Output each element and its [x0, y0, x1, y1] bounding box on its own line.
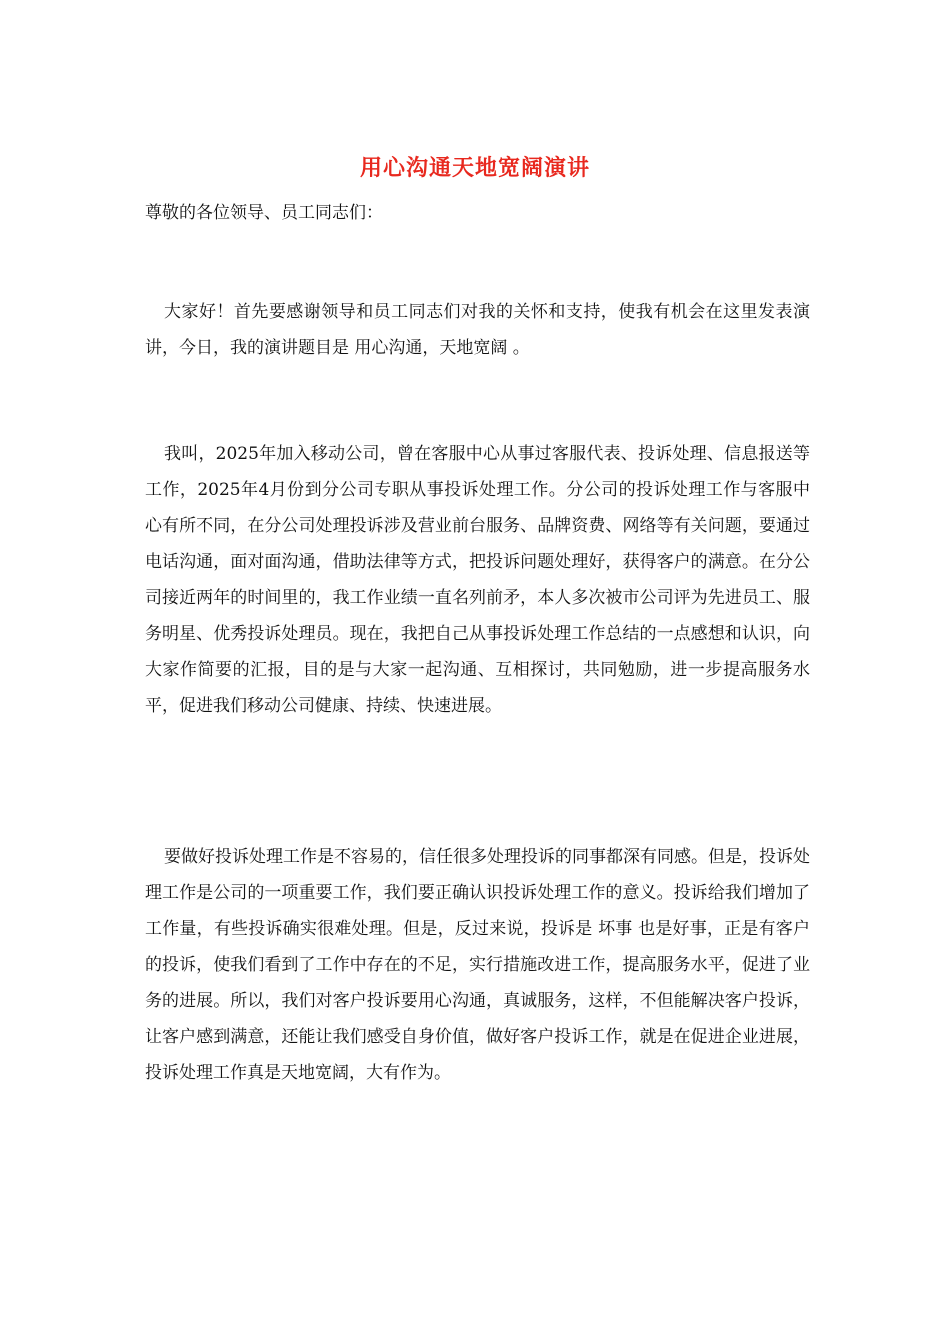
paragraph-introduction: 我叫，2025年加入移动公司，曾在客服中心从事过客服代表、投诉处理、信息报送等工作，2025年4月份到分公司专职从事投诉处理工作。分公司的投诉处理工作与客服中心有所不同，在分公司处理投诉涉及营业前台服务、品牌资费、网络等有关问题，要通过电话沟通，面对面沟通，借助法律等方式，把投诉问题处理好，获得客户的满意。在分公司接近两年的时间里的，我工作业绩一直名列前矛，本人多次被市公司评为先进员工、服务明星、优秀投诉处理员。现在，我把自己从事投诉处理工作总结的一点感想和认识，向大家作简要的汇报，目的是与大家一起沟通、互相探讨，共同勉励，进一步提高服务水平，促进我们移动公司健康、持续、快速进展。: [145, 444, 810, 716]
paragraph-greeting: 大家好！首先要感谢领导和员工同志们对我的关怀和支持，使我有机会在这里发表演讲，今日，我的演讲题目是 用心沟通，天地宽阔 。: [145, 302, 810, 358]
document-title: 用心沟通天地宽阔演讲: [359, 155, 590, 181]
paragraph-complaint-handling: 要做好投诉处理工作是不容易的，信任很多处理投诉的同事都深有同感。但是，投诉处理工作是公司的一项重要工作，我们要正确认识投诉处理工作的意义。投诉给我们增加了工作量，有些投诉确实很难处理。但是，反过来说，投诉是 坏事 也是好事，正是有客户的投诉，使我们看到了工作中存在的不足，实行措施改进工作，提高服务水平，促进了业务的进展。所以，我们对客户投诉要用心沟通，真诚服务，这样，不但能解决客户投诉，让客户感到满意，还能让我们感受自身价值，做好客户投诉工作，就是在促进企业进展，投诉处理工作真是天地宽阔，大有作为。: [145, 847, 810, 1083]
salutation: 尊敬的各位领导、员工同志们：: [145, 203, 383, 223]
